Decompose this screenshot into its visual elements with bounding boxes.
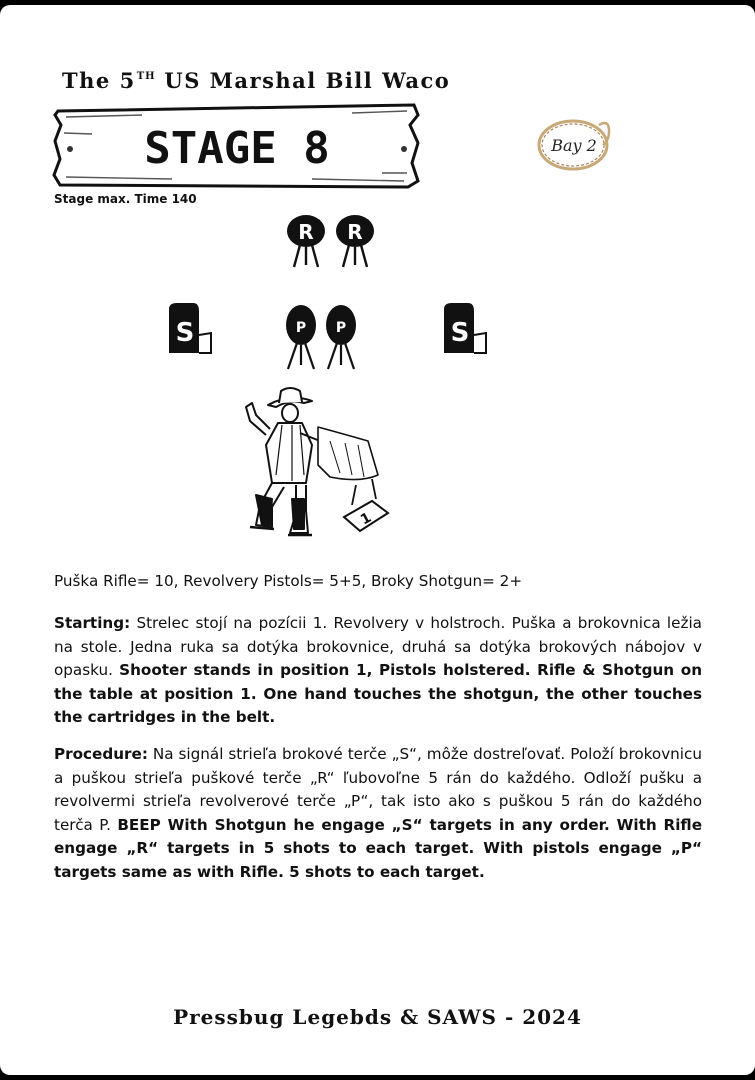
document-page — [0, 5, 755, 1075]
pistol-target-2 — [326, 305, 356, 369]
rifle-target-1 — [287, 215, 325, 267]
procedure-text-sk: Na signál strieľa brokové terče „S“, môže dostreľovať. Položí brokovnicu a puškou strieľa puškové terče „R“ ľubovoľne 5 rán do každého. Odloží pušku a revolvermi strieľa revolverové terče „P“, tak isto ako s puškou 5 rán do každého terča P. — [54, 745, 702, 834]
procedure-text-en: BEEP With Shotgun he engage „S“ targets in any order. With Rifle engage „R“ targets in 5 shots to each target. With pistols engage „P“ targets same as with Rifle. 5 shots to each target. — [54, 815, 702, 881]
rifle-target-2 — [336, 215, 374, 267]
rifle-target-2-label: R — [347, 220, 363, 244]
procedure-paragraph — [54, 743, 702, 884]
stage-sign-text: STAGE 8 — [144, 123, 330, 174]
position-marker-1 — [344, 501, 388, 531]
starting-label: Starting: — [54, 614, 131, 632]
procedure-label: Procedure: — [54, 745, 148, 763]
header-title-part1: The 5 — [62, 68, 136, 93]
ammo-line: Puška Rifle= 10, Revolvery Pistols= 5+5, Broky Shotgun= 2+ — [54, 572, 523, 590]
rifle-target-1-label: R — [298, 220, 314, 244]
document-footer: Pressbug Legebds & SAWS - 2024 — [173, 1005, 582, 1029]
shotgun-target-2 — [444, 303, 486, 353]
pistol-target-2-label: P — [335, 320, 347, 336]
starting-paragraph — [54, 612, 702, 730]
position-marker-number: 1 — [357, 509, 375, 529]
pistol-target-1-label: P — [295, 320, 307, 336]
starting-text-en: Shooter stands in position 1, Pistols holstered. Rifle & Shotgun on the table at position 1. One hand touches the shotgun, the other touches the cartridges in the belt. — [54, 661, 702, 726]
shotgun-target-1 — [169, 303, 211, 353]
shotgun-target-2-label: S — [450, 318, 470, 348]
stage-diagram — [0, 5, 755, 550]
shotgun-target-1-label: S — [175, 318, 195, 348]
starting-text-sk: Strelec stojí na pozícii 1. Revolvery v holstroch. Puška a brokovnica ležia na stole. Jedna ruka sa dotýka brokovnice, druhá sa dotýka brokových nábojov v opasku. — [54, 614, 702, 679]
stage-max-time: Stage max. Time 140 — [54, 192, 197, 206]
header-title-part2: US Marshal Bill Waco — [155, 68, 451, 93]
pistol-target-1 — [286, 305, 316, 369]
bay-label: Bay 2 — [551, 135, 597, 155]
header-title-superscript: TH — [136, 71, 156, 82]
